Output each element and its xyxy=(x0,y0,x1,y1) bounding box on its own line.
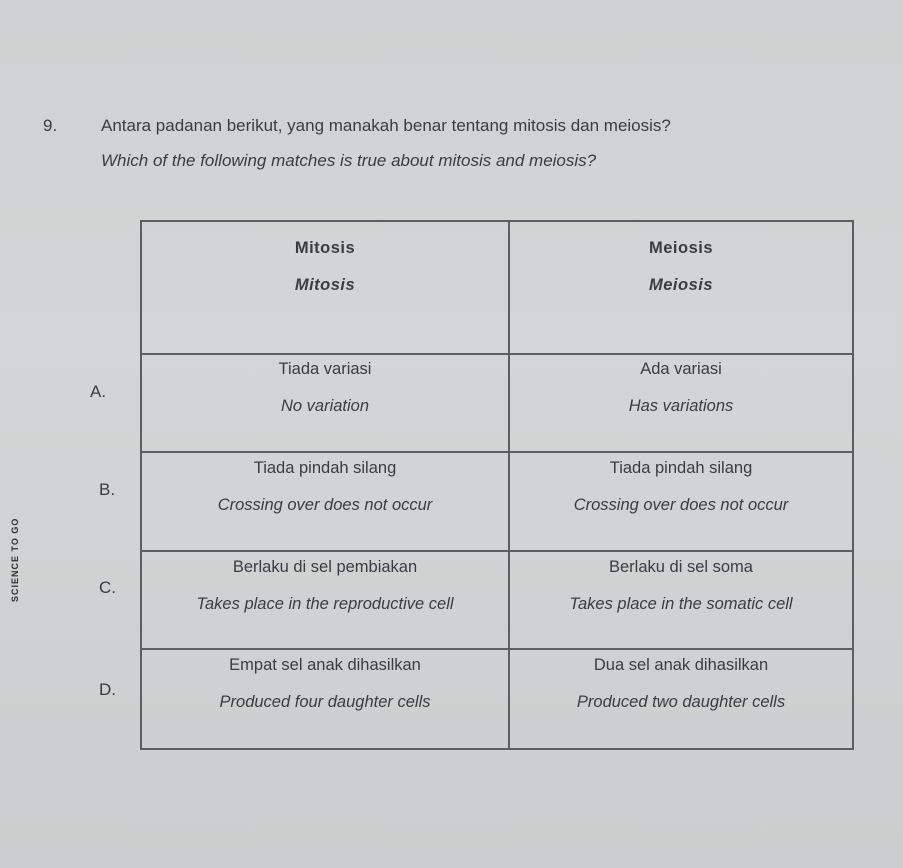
option-b-label[interactable]: B. xyxy=(99,480,116,499)
row-d-mitosis xyxy=(142,655,508,712)
option-c-label[interactable]: C. xyxy=(99,578,116,597)
row-divider xyxy=(142,648,852,650)
header-mitosis-en: Mitosis xyxy=(294,275,356,294)
mitosis-meiosis-table xyxy=(140,220,854,750)
row-a-meiosis-ms: Ada variasi xyxy=(640,360,722,378)
row-c-meiosis-en: Takes place in the somatic cell xyxy=(569,594,793,613)
binding-strip-text: SCIENCE TO GO xyxy=(10,517,20,602)
row-c-mitosis-en: Takes place in the reproductive cell xyxy=(196,594,454,613)
row-a-mitosis-ms: Tiada variasi xyxy=(278,360,372,378)
row-a-mitosis xyxy=(142,359,508,416)
row-b-meiosis-ms: Tiada pindah silang xyxy=(609,459,753,477)
row-divider xyxy=(142,451,852,453)
row-d-meiosis-ms: Dua sel anak dihasilkan xyxy=(593,656,769,674)
row-c-mitosis-ms: Berlaku di sel pembiakan xyxy=(232,558,418,576)
header-mitosis-ms: Mitosis xyxy=(294,239,356,257)
row-a-mitosis-en: No variation xyxy=(280,396,370,415)
row-d-meiosis-en: Produced two daughter cells xyxy=(576,692,786,711)
header-mitosis xyxy=(142,238,508,295)
row-d-mitosis-ms: Empat sel anak dihasilkan xyxy=(229,656,421,674)
header-meiosis-en: Meiosis xyxy=(648,275,714,294)
row-b-meiosis-en: Crossing over does not occur xyxy=(573,495,789,514)
row-divider xyxy=(142,353,852,355)
row-b-meiosis xyxy=(510,458,852,515)
row-b-mitosis-ms: Tiada pindah silang xyxy=(253,459,397,477)
row-a-meiosis xyxy=(510,359,852,416)
row-c-meiosis xyxy=(510,557,852,614)
row-c-meiosis-ms: Berlaku di sel soma xyxy=(609,558,753,576)
row-d-meiosis xyxy=(510,655,852,712)
question-number: 9. xyxy=(43,116,58,135)
option-a-label[interactable]: A. xyxy=(90,382,107,401)
row-b-mitosis-en: Crossing over does not occur xyxy=(217,495,433,514)
row-divider xyxy=(142,550,852,552)
header-meiosis-ms: Meiosis xyxy=(648,239,714,257)
option-d-label[interactable]: D. xyxy=(99,680,116,699)
question-text-english: Which of the following matches is true about mitosis and meiosis? xyxy=(101,151,597,170)
row-b-mitosis xyxy=(142,458,508,515)
header-meiosis xyxy=(510,238,852,295)
row-c-mitosis xyxy=(142,557,508,614)
row-d-mitosis-en: Produced four daughter cells xyxy=(219,692,431,711)
row-a-meiosis-en: Has variations xyxy=(628,396,734,415)
question-text-malay: Antara padanan berikut, yang manakah benar tentang mitosis dan meiosis? xyxy=(101,116,671,135)
